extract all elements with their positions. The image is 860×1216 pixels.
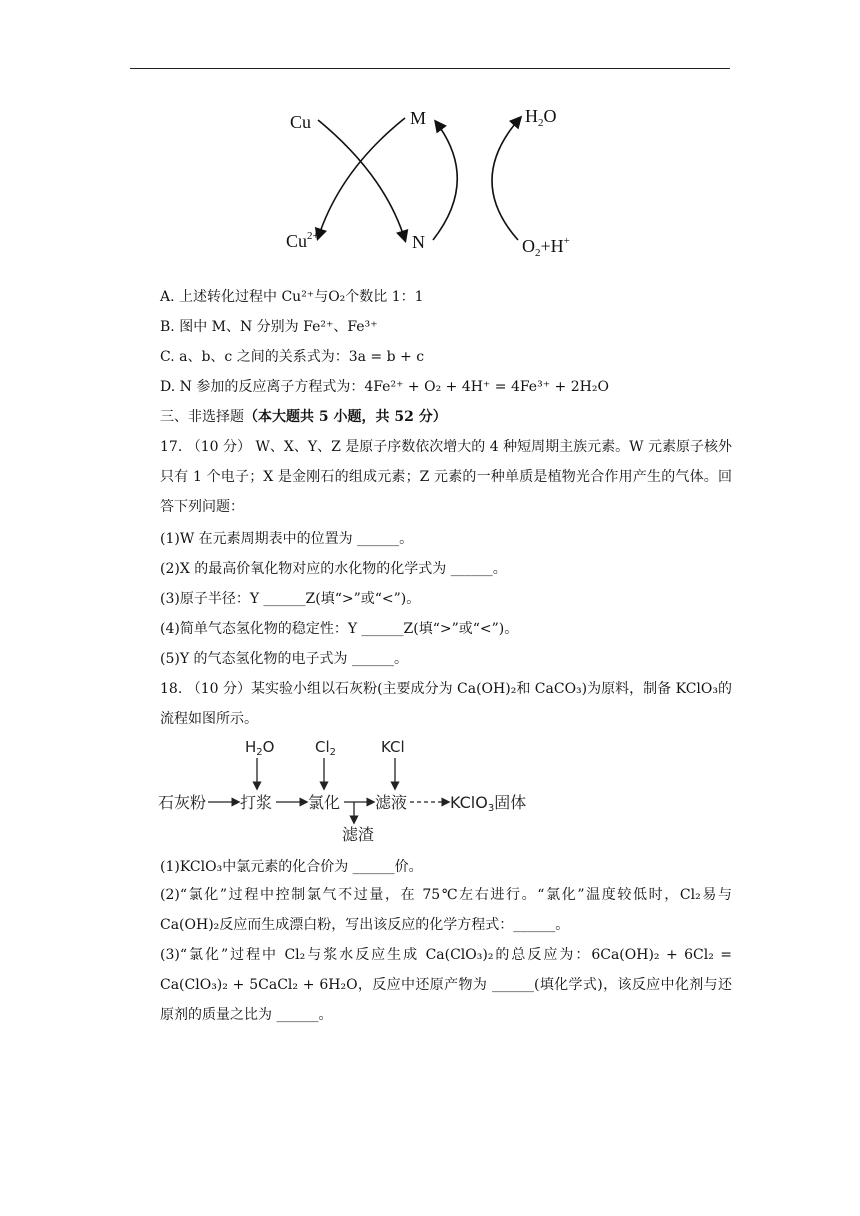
section-heading: 三、非选择题（本大题共 5 小题，共 52 分）: [160, 409, 447, 425]
flow-input-kcl: KCl: [381, 738, 405, 756]
option-b: B. 图中 M、N 分别为 Fe²⁺、Fe³⁺: [160, 319, 378, 335]
q17-part1: (1)W 在元素周期表中的位置为 ______。: [160, 531, 414, 547]
q18-part1: (1)KClO₃中氯元素的化合价为 ______价。: [160, 859, 423, 875]
flow-node-filtrate: 滤液: [375, 793, 408, 812]
label-h2o: $H_2O$: [525, 106, 557, 129]
flow-input-cl2: $Cl_2$: [315, 738, 337, 758]
header-rule: [130, 68, 730, 69]
flow-node-slurry: 打浆: [240, 793, 273, 812]
q17-part5: (5)Y 的气态氢化物的电子式为 ______。: [160, 651, 408, 667]
arc-m-to-cu2: [318, 118, 405, 238]
label-n: N: [412, 232, 425, 252]
option-a: A. 上述转化过程中 Cu²⁺与O₂个数比 1：1: [160, 289, 424, 305]
q17-part2: (2)X 的最高价氧化物对应的水化物的化学式为 ______。: [160, 561, 507, 577]
flow-node-chlorination: 氯化: [308, 793, 341, 812]
q18-part3: (3)“氯化”过程中 Cl₂与浆水反应生成 Ca(ClO₃)₂的总反应为：6Ca(OH)₂ + 6Cl₂ = Ca(ClO₃)₂ + 5CaCl₂ + 6H₂O，反应中还原产物为 ______(填化学式)，该反应中化剂与还原剂的质量之比为 ______。: [160, 947, 732, 1023]
arc-n-to-m-left: [433, 122, 457, 240]
option-d: D. N 参加的反应离子方程式为：4Fe²⁺ + O₂ + 4H⁺ = 4Fe³⁺ + 2H₂O: [160, 379, 609, 395]
arc-o2-to-h2o: [492, 118, 520, 240]
q17-stem: 17. （10 分） W、X、Y、Z 是原子序数依次增大的 4 种短周期主族元素。W 元素原子核外只有 1 个电子；X 是金刚石的组成元素；Z 元素的一种单质是植物光合作用产生的气体。回答下列问题：: [160, 439, 732, 515]
label-m: M: [410, 108, 427, 128]
q17-part3: (3)原子半径：Y ______Z(填“>”或“<”)。: [160, 591, 421, 607]
q18-part2: (2)“氯化”过程中控制氯气不过量，在 75℃左右进行。“氯化”温度较低时，Cl₂易与Ca(OH)₂反应而生成漂白粉，写出该反应的化学方程式：______。: [160, 887, 732, 933]
label-o2h: $O_2+H^+$: [522, 235, 570, 259]
label-cu2: $Cu^{2+}$: [286, 230, 319, 251]
flow-input-h2o: $H_2O$: [245, 738, 275, 758]
redox-cycle-diagram: [270, 100, 600, 265]
flow-node-product: KClO3固体: [450, 793, 527, 814]
arc-cu-to-n: [318, 120, 405, 240]
label-cu: Cu: [290, 112, 312, 132]
option-c: C. a、b、c 之间的关系式为：3a = b + c: [160, 349, 425, 365]
flow-node-residue: 滤渣: [342, 825, 375, 844]
process-flowchart: [158, 734, 538, 849]
flow-node-lime: 石灰粉: [158, 793, 207, 812]
q18-stem: 18. （10 分）某实验小组以石灰粉(主要成分为 Ca(OH)₂和 CaCO₃)为原料，制备 KClO₃的流程如图所示。: [160, 681, 732, 727]
q17-part4: (4)简单气态氢化物的稳定性：Y ______Z(填“>”或“<”)。: [160, 621, 519, 637]
